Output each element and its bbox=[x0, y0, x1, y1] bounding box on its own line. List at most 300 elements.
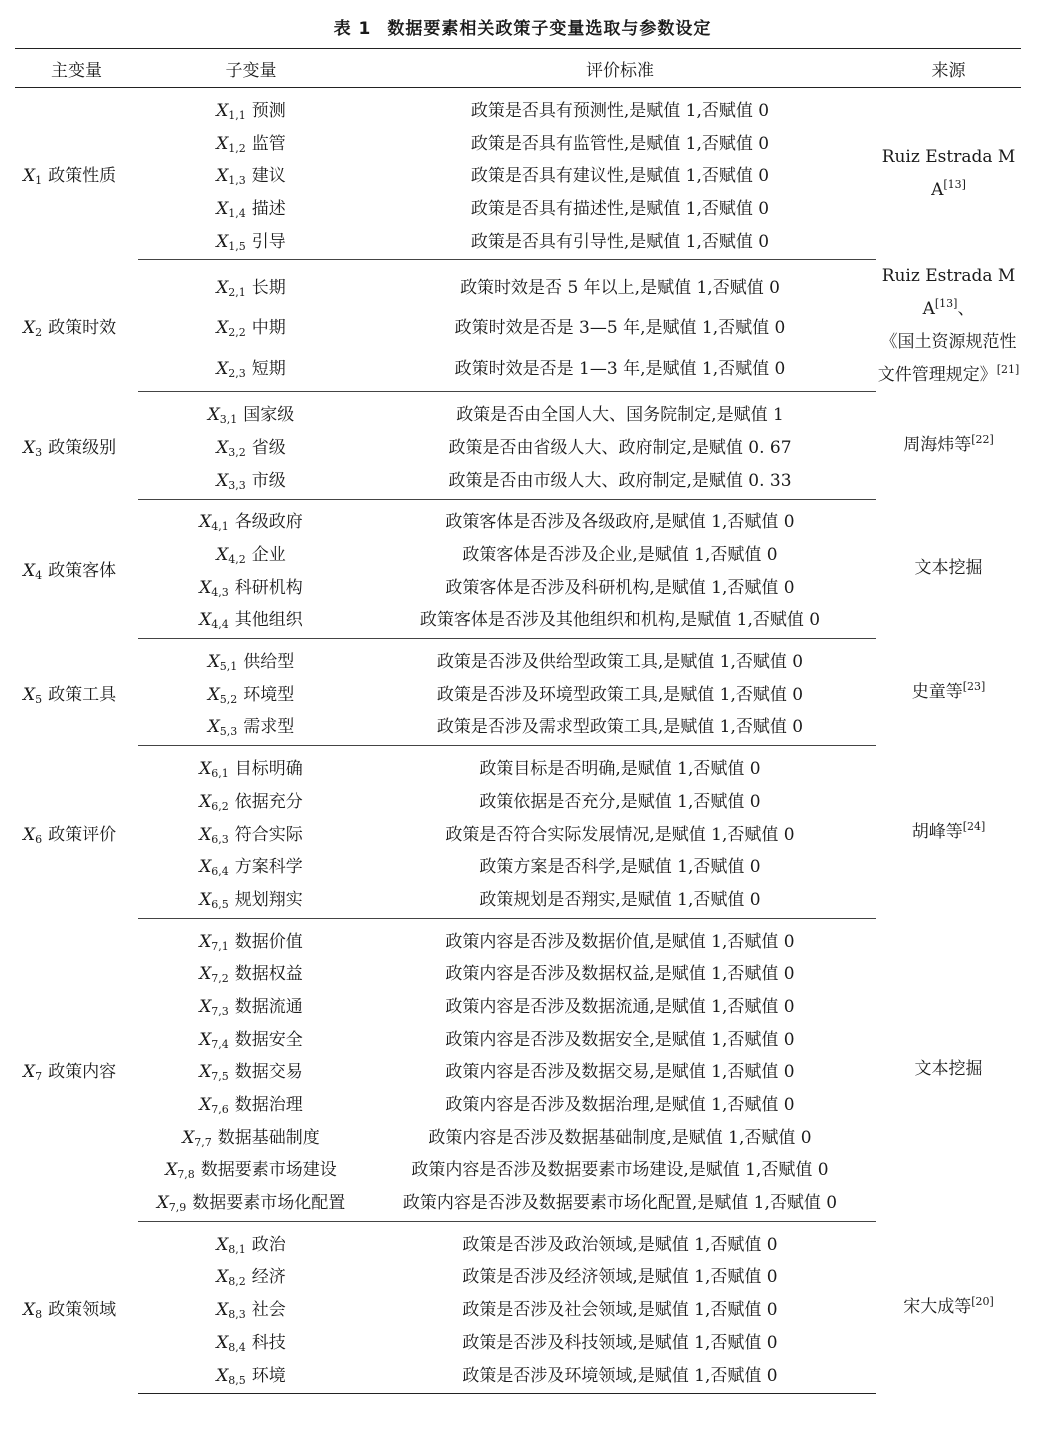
main-variable-cell bbox=[15, 392, 138, 499]
variable-group bbox=[15, 639, 1021, 746]
sub-variable-name: 数据交易 bbox=[234, 1062, 303, 1083]
sub-variable-name: 规划翔实 bbox=[234, 889, 303, 910]
table-row bbox=[15, 125, 1021, 158]
sub-variable-index: 7,1 bbox=[211, 939, 229, 953]
sub-variable-symbol: X bbox=[216, 358, 229, 379]
sub-variable-symbol: X bbox=[216, 198, 229, 219]
sub-variable-name: 长期 bbox=[251, 278, 286, 299]
main-variable-symbol: X bbox=[23, 318, 36, 339]
sub-variable-cell bbox=[138, 92, 364, 125]
main-variable-symbol: X bbox=[23, 437, 36, 458]
table-row bbox=[15, 923, 1021, 956]
sub-variable-index: 1,1 bbox=[228, 108, 246, 122]
sub-variable-cell bbox=[138, 923, 364, 956]
main-variable-name: 政策工具 bbox=[48, 684, 117, 705]
source-line bbox=[876, 816, 1021, 849]
sub-variable-name: 数据基础制度 bbox=[217, 1127, 320, 1148]
criterion-cell: 政策是否具有监管性,是赋值 1,否赋值 0 bbox=[470, 133, 770, 154]
sub-variable-symbol: X bbox=[216, 1365, 229, 1386]
sub-variable-cell bbox=[138, 462, 364, 495]
source-line bbox=[876, 1053, 1021, 1086]
source-text: 宋大成等 bbox=[903, 1297, 972, 1318]
sub-variable-symbol: X bbox=[207, 717, 220, 738]
table-row bbox=[15, 750, 1021, 783]
reference-number: [13] bbox=[943, 177, 966, 191]
sub-variable-symbol: X bbox=[216, 133, 229, 154]
sub-variable-cell bbox=[138, 816, 364, 849]
sub-variable-symbol: X bbox=[216, 318, 229, 339]
criterion-cell: 政策是否具有描述性,是赋值 1,否赋值 0 bbox=[470, 198, 770, 219]
table-row bbox=[15, 223, 1021, 256]
table-row bbox=[15, 396, 1021, 429]
criterion-cell: 政策是否涉及环境型政策工具,是赋值 1,否赋值 0 bbox=[436, 684, 804, 705]
table-row bbox=[15, 816, 1021, 849]
sub-variable-index: 7,7 bbox=[194, 1135, 212, 1149]
main-variable-index: 2 bbox=[35, 326, 43, 340]
table-row bbox=[15, 1324, 1021, 1357]
source-text: 文本挖掘 bbox=[914, 558, 983, 579]
source-line bbox=[876, 676, 1021, 709]
sub-variable-symbol: X bbox=[199, 889, 212, 910]
sub-variable-name: 科研机构 bbox=[234, 577, 303, 598]
sub-variable-cell bbox=[138, 1021, 364, 1054]
sub-variable-index: 4,1 bbox=[211, 520, 229, 534]
sub-variable-name: 监管 bbox=[251, 133, 286, 154]
source-line bbox=[876, 429, 1021, 462]
sub-variable-symbol: X bbox=[199, 824, 212, 845]
sub-variable-cell bbox=[138, 504, 364, 537]
sub-variable-cell bbox=[138, 1259, 364, 1292]
main-variable-symbol: X bbox=[23, 561, 36, 582]
sub-variable-symbol: X bbox=[199, 964, 212, 985]
sub-variable-symbol: X bbox=[216, 100, 229, 121]
sub-variable-cell bbox=[138, 709, 364, 742]
header-row bbox=[15, 49, 1021, 88]
sub-variable-name: 社会 bbox=[251, 1300, 286, 1321]
sub-variable-symbol: X bbox=[207, 652, 220, 673]
table-row bbox=[15, 955, 1021, 988]
criterion-cell: 政策内容是否涉及数据交易,是赋值 1,否赋值 0 bbox=[445, 1062, 795, 1083]
sub-variable-name: 政治 bbox=[251, 1234, 286, 1255]
sub-variable-cell bbox=[138, 1357, 364, 1390]
sub-variable-name: 方案科学 bbox=[234, 857, 303, 878]
sub-variable-cell bbox=[138, 429, 364, 462]
sub-variable-cell bbox=[138, 848, 364, 881]
sub-variable-name: 需求型 bbox=[243, 717, 295, 738]
criterion-cell: 政策是否符合实际发展情况,是赋值 1,否赋值 0 bbox=[445, 824, 795, 845]
main-variable-name: 政策时效 bbox=[48, 318, 117, 339]
main-variable-symbol: X bbox=[23, 1300, 36, 1321]
source-punctuation: 、 bbox=[957, 298, 975, 319]
sub-variable-name: 经济 bbox=[251, 1267, 286, 1288]
reference-number: [22] bbox=[971, 432, 994, 446]
sub-variable-symbol: X bbox=[207, 684, 220, 705]
sub-variable-index: 2,3 bbox=[228, 366, 246, 380]
criterion-cell: 政策内容是否涉及数据治理,是赋值 1,否赋值 0 bbox=[445, 1095, 795, 1116]
header-main-variable: 主变量 bbox=[15, 49, 138, 88]
source-cell bbox=[876, 1221, 1021, 1393]
sub-variable-index: 3,1 bbox=[219, 413, 238, 427]
variable-group bbox=[15, 499, 1021, 639]
sub-variable-symbol: X bbox=[182, 1127, 195, 1148]
sub-variable-index: 1,2 bbox=[228, 141, 246, 155]
sub-variable-index: 2,2 bbox=[228, 326, 246, 340]
table-row bbox=[15, 265, 1021, 305]
sub-variable-symbol: X bbox=[199, 857, 212, 878]
table-row bbox=[15, 306, 1021, 346]
sub-variable-symbol: X bbox=[165, 1160, 178, 1181]
criterion-cell: 政策规划是否翔实,是赋值 1,否赋值 0 bbox=[479, 889, 761, 910]
source-text: 《国土资源规范性 bbox=[880, 331, 1017, 352]
header-criteria: 评价标准 bbox=[364, 49, 876, 88]
sub-variable-name: 数据治理 bbox=[234, 1095, 303, 1116]
sub-variable-cell bbox=[138, 643, 364, 676]
table-row bbox=[15, 709, 1021, 742]
sub-variable-name: 企业 bbox=[251, 545, 286, 566]
sub-variable-index: 7,4 bbox=[211, 1037, 229, 1051]
table-row bbox=[15, 1184, 1021, 1217]
policy-variable-table bbox=[15, 48, 1021, 1394]
main-variable-symbol: X bbox=[23, 684, 36, 705]
variable-group bbox=[15, 1221, 1021, 1393]
sub-variable-cell bbox=[138, 1086, 364, 1119]
sub-variable-index: 7,6 bbox=[211, 1103, 229, 1117]
variable-group bbox=[15, 260, 1021, 392]
sub-variable-symbol: X bbox=[156, 1193, 169, 1214]
source-text: Ruiz Estrada M A bbox=[881, 146, 1016, 200]
table-row bbox=[15, 1259, 1021, 1292]
sub-variable-symbol: X bbox=[199, 759, 212, 780]
criterion-cell: 政策是否涉及环境领域,是赋值 1,否赋值 0 bbox=[462, 1365, 778, 1386]
criterion-cell: 政策依据是否充分,是赋值 1,否赋值 0 bbox=[479, 791, 761, 812]
sub-variable-index: 7,5 bbox=[211, 1070, 229, 1084]
sub-variable-cell bbox=[138, 1324, 364, 1357]
sub-variable-symbol: X bbox=[199, 791, 212, 812]
sub-variable-cell bbox=[138, 750, 364, 783]
header-sub-variable: 子变量 bbox=[138, 49, 364, 88]
sub-variable-index: 6,2 bbox=[211, 799, 229, 813]
main-variable-cell bbox=[15, 918, 138, 1221]
sub-variable-cell bbox=[138, 602, 364, 635]
sub-variable-symbol: X bbox=[199, 610, 212, 631]
sub-variable-cell bbox=[138, 988, 364, 1021]
sub-variable-index: 1,3 bbox=[228, 174, 246, 188]
criterion-cell: 政策是否涉及政治领域,是赋值 1,否赋值 0 bbox=[462, 1234, 778, 1255]
main-variable-cell bbox=[15, 1221, 138, 1393]
sub-variable-cell bbox=[138, 955, 364, 988]
sub-variable-cell bbox=[138, 396, 364, 429]
table-row bbox=[15, 1226, 1021, 1259]
sub-variable-index: 5,1 bbox=[219, 660, 238, 674]
criterion-cell: 政策时效是否是 3—5 年,是赋值 1,否赋值 0 bbox=[454, 318, 786, 339]
main-variable-name: 政策领域 bbox=[48, 1300, 117, 1321]
sub-variable-name: 符合实际 bbox=[234, 824, 303, 845]
main-variable-name: 政策客体 bbox=[48, 561, 117, 582]
criterion-cell: 政策是否涉及经济领域,是赋值 1,否赋值 0 bbox=[462, 1267, 778, 1288]
sub-variable-index: 8,2 bbox=[228, 1275, 246, 1289]
table-row bbox=[15, 783, 1021, 816]
sub-variable-name: 省级 bbox=[251, 437, 286, 458]
table-row bbox=[15, 1291, 1021, 1324]
sub-variable-symbol: X bbox=[216, 1300, 229, 1321]
sub-variable-name: 数据安全 bbox=[234, 1029, 303, 1050]
sub-variable-cell bbox=[138, 536, 364, 569]
table-number: 表 1 bbox=[333, 19, 372, 39]
sub-variable-index: 6,3 bbox=[211, 832, 229, 846]
sub-variable-name: 数据价值 bbox=[234, 931, 303, 952]
main-variable-index: 4 bbox=[35, 569, 43, 583]
sub-variable-index: 7,3 bbox=[211, 1004, 229, 1018]
main-variable-symbol: X bbox=[23, 824, 36, 845]
sub-variable-symbol: X bbox=[216, 1234, 229, 1255]
sub-variable-index: 7,2 bbox=[211, 972, 229, 986]
main-variable-index: 3 bbox=[35, 445, 43, 459]
table-row bbox=[15, 504, 1021, 537]
main-variable-cell bbox=[15, 499, 138, 639]
sub-variable-cell bbox=[138, 783, 364, 816]
sub-variable-name: 各级政府 bbox=[234, 512, 303, 533]
table-row bbox=[15, 602, 1021, 635]
main-variable-name: 政策性质 bbox=[48, 166, 117, 187]
criterion-cell: 政策时效是否是 1—3 年,是赋值 1,否赋值 0 bbox=[454, 358, 786, 379]
sub-variable-index: 7,8 bbox=[177, 1168, 195, 1182]
sub-variable-index: 8,3 bbox=[228, 1308, 246, 1322]
criterion-cell: 政策方案是否科学,是赋值 1,否赋值 0 bbox=[479, 857, 761, 878]
criterion-cell: 政策是否涉及科技领域,是赋值 1,否赋值 0 bbox=[462, 1332, 778, 1353]
main-variable-index: 8 bbox=[35, 1308, 43, 1322]
sub-variable-symbol: X bbox=[216, 545, 229, 566]
criterion-cell: 政策内容是否涉及数据价值,是赋值 1,否赋值 0 bbox=[445, 931, 795, 952]
variable-group bbox=[15, 918, 1021, 1221]
sub-variable-cell bbox=[138, 125, 364, 158]
table-row bbox=[15, 643, 1021, 676]
source-line bbox=[876, 141, 1021, 207]
sub-variable-index: 2,1 bbox=[228, 286, 246, 300]
criterion-cell: 政策是否具有引导性,是赋值 1,否赋值 0 bbox=[470, 231, 770, 252]
table-row bbox=[15, 462, 1021, 495]
table-row bbox=[15, 1021, 1021, 1054]
sub-variable-symbol: X bbox=[216, 437, 229, 458]
main-variable-index: 1 bbox=[35, 174, 43, 188]
table-row bbox=[15, 676, 1021, 709]
reference-number: [13] bbox=[934, 296, 958, 310]
sub-variable-symbol: X bbox=[207, 405, 220, 426]
sub-variable-index: 3,2 bbox=[228, 445, 246, 459]
criterion-cell: 政策客体是否涉及其他组织和机构,是赋值 1,否赋值 0 bbox=[419, 610, 821, 631]
sub-variable-cell bbox=[138, 1054, 364, 1087]
criterion-cell: 政策客体是否涉及企业,是赋值 1,否赋值 0 bbox=[462, 545, 778, 566]
main-variable-symbol: X bbox=[23, 166, 36, 187]
table-caption bbox=[0, 14, 1045, 39]
criterion-cell: 政策是否具有建议性,是赋值 1,否赋值 0 bbox=[470, 166, 770, 187]
source-cell bbox=[876, 918, 1021, 1221]
source-cell bbox=[876, 746, 1021, 918]
source-line bbox=[876, 260, 1021, 326]
sub-variable-name: 建议 bbox=[251, 166, 286, 187]
sub-variable-index: 4,4 bbox=[211, 618, 229, 632]
sub-variable-symbol: X bbox=[216, 1332, 229, 1353]
criterion-cell: 政策是否涉及社会领域,是赋值 1,否赋值 0 bbox=[462, 1300, 778, 1321]
sub-variable-index: 1,5 bbox=[228, 239, 246, 253]
sub-variable-symbol: X bbox=[199, 996, 212, 1017]
sub-variable-symbol: X bbox=[199, 1095, 212, 1116]
sub-variable-symbol: X bbox=[216, 231, 229, 252]
sub-variable-name: 环境 bbox=[251, 1365, 286, 1386]
table-row bbox=[15, 157, 1021, 190]
sub-variable-index: 7,9 bbox=[168, 1201, 187, 1215]
table-row bbox=[15, 536, 1021, 569]
table-row bbox=[15, 988, 1021, 1021]
sub-variable-symbol: X bbox=[216, 1267, 229, 1288]
sub-variable-index: 3,3 bbox=[228, 478, 246, 492]
sub-variable-index: 6,5 bbox=[211, 897, 229, 911]
criterion-cell: 政策内容是否涉及数据基础制度,是赋值 1,否赋值 0 bbox=[428, 1127, 812, 1148]
table-row bbox=[15, 1357, 1021, 1390]
main-variable-index: 6 bbox=[35, 832, 43, 846]
sub-variable-index: 6,1 bbox=[211, 767, 229, 781]
criterion-cell: 政策是否涉及供给型政策工具,是赋值 1,否赋值 0 bbox=[436, 652, 804, 673]
table-row bbox=[15, 1086, 1021, 1119]
main-variable-name: 政策评价 bbox=[48, 824, 117, 845]
table-row bbox=[15, 881, 1021, 914]
table-row bbox=[15, 346, 1021, 386]
table-row bbox=[15, 190, 1021, 223]
sub-variable-cell bbox=[138, 346, 364, 386]
criterion-cell: 政策内容是否涉及数据流通,是赋值 1,否赋值 0 bbox=[445, 996, 795, 1017]
sub-variable-symbol: X bbox=[199, 577, 212, 598]
source-cell bbox=[876, 260, 1021, 392]
sub-variable-symbol: X bbox=[199, 512, 212, 533]
main-variable-index: 5 bbox=[35, 692, 43, 706]
sub-variable-symbol: X bbox=[199, 1029, 212, 1050]
sub-variable-name: 数据要素市场化配置 bbox=[192, 1193, 346, 1214]
sub-variable-index: 8,1 bbox=[228, 1242, 246, 1256]
source-cell bbox=[876, 88, 1021, 260]
sub-variable-name: 数据流通 bbox=[234, 996, 303, 1017]
source-text: Ruiz Estrada M A bbox=[881, 265, 1016, 319]
sub-variable-name: 供给型 bbox=[243, 652, 295, 673]
source-text: 文件管理规定》 bbox=[877, 364, 997, 385]
source-cell bbox=[876, 499, 1021, 639]
table-row bbox=[15, 1152, 1021, 1185]
criterion-cell: 政策是否由省级人大、政府制定,是赋值 0. 67 bbox=[448, 437, 792, 458]
sub-variable-symbol: X bbox=[216, 470, 229, 491]
criterion-cell: 政策内容是否涉及数据安全,是赋值 1,否赋值 0 bbox=[445, 1029, 795, 1050]
sub-variable-cell bbox=[138, 265, 364, 305]
sub-variable-name: 目标明确 bbox=[234, 759, 303, 780]
main-variable-index: 7 bbox=[35, 1070, 43, 1084]
sub-variable-index: 4,2 bbox=[228, 553, 246, 567]
table-row bbox=[15, 92, 1021, 125]
sub-variable-name: 环境型 bbox=[243, 684, 295, 705]
criterion-cell: 政策是否涉及需求型政策工具,是赋值 1,否赋值 0 bbox=[436, 717, 804, 738]
sub-variable-cell bbox=[138, 1226, 364, 1259]
spacer-cell bbox=[364, 1389, 876, 1394]
source-text: 文本挖掘 bbox=[914, 1059, 983, 1080]
sub-variable-cell bbox=[138, 157, 364, 190]
main-variable-cell bbox=[15, 746, 138, 918]
sub-variable-cell bbox=[138, 676, 364, 709]
sub-variable-index: 4,3 bbox=[211, 585, 229, 599]
table-row bbox=[15, 1119, 1021, 1152]
reference-number: [21] bbox=[996, 362, 1020, 376]
sub-variable-cell bbox=[138, 306, 364, 346]
criterion-cell: 政策是否由全国人大、国务院制定,是赋值 1 bbox=[456, 405, 784, 426]
source-cell bbox=[876, 392, 1021, 499]
reference-number: [24] bbox=[962, 819, 986, 833]
table-title: 数据要素相关政策子变量选取与参数设定 bbox=[387, 19, 712, 39]
source-line bbox=[876, 326, 1021, 359]
sub-variable-index: 1,4 bbox=[228, 206, 246, 220]
source-text: 周海炜等 bbox=[903, 434, 972, 455]
sub-variable-name: 其他组织 bbox=[234, 610, 303, 631]
source-cell bbox=[876, 639, 1021, 746]
sub-variable-name: 国家级 bbox=[243, 405, 295, 426]
criterion-cell: 政策客体是否涉及各级政府,是赋值 1,否赋值 0 bbox=[445, 512, 795, 533]
reference-number: [23] bbox=[962, 679, 986, 693]
criterion-cell: 政策是否由市级人大、政府制定,是赋值 0. 33 bbox=[448, 470, 792, 491]
main-variable-symbol: X bbox=[23, 1062, 36, 1083]
table-row bbox=[15, 569, 1021, 602]
sub-variable-name: 科技 bbox=[251, 1332, 286, 1353]
sub-variable-index: 5,2 bbox=[219, 692, 238, 706]
source-line bbox=[876, 359, 1021, 392]
group-spacer bbox=[15, 1389, 1021, 1394]
main-variable-cell bbox=[15, 639, 138, 746]
sub-variable-name: 依据充分 bbox=[234, 791, 303, 812]
variable-group bbox=[15, 392, 1021, 499]
criterion-cell: 政策客体是否涉及科研机构,是赋值 1,否赋值 0 bbox=[445, 577, 795, 598]
sub-variable-cell bbox=[138, 223, 364, 256]
sub-variable-name: 短期 bbox=[251, 358, 286, 379]
main-variable-name: 政策内容 bbox=[48, 1062, 117, 1083]
table-row bbox=[15, 1054, 1021, 1087]
variable-group bbox=[15, 88, 1021, 260]
sub-variable-symbol: X bbox=[199, 1062, 212, 1083]
criterion-cell: 政策内容是否涉及数据权益,是赋值 1,否赋值 0 bbox=[445, 964, 795, 985]
sub-variable-cell bbox=[138, 1152, 364, 1185]
main-variable-cell bbox=[15, 88, 138, 260]
sub-variable-index: 8,5 bbox=[228, 1373, 246, 1387]
sub-variable-symbol: X bbox=[216, 278, 229, 299]
criterion-cell: 政策是否具有预测性,是赋值 1,否赋值 0 bbox=[470, 100, 770, 121]
sub-variable-index: 5,3 bbox=[219, 725, 238, 739]
sub-variable-name: 预测 bbox=[251, 100, 286, 121]
main-variable-name: 政策级别 bbox=[48, 437, 117, 458]
sub-variable-cell bbox=[138, 1119, 364, 1152]
source-text: 史童等 bbox=[911, 681, 963, 702]
criterion-cell: 政策时效是否 5 年以上,是赋值 1,否赋值 0 bbox=[460, 278, 780, 299]
sub-variable-name: 引导 bbox=[251, 231, 286, 252]
sub-variable-name: 描述 bbox=[251, 198, 286, 219]
reference-number: [20] bbox=[971, 1295, 994, 1309]
sub-variable-index: 6,4 bbox=[211, 865, 229, 879]
table-row bbox=[15, 848, 1021, 881]
source-line bbox=[876, 1291, 1021, 1324]
sub-variable-cell bbox=[138, 1184, 364, 1217]
sub-variable-cell bbox=[138, 881, 364, 914]
sub-variable-name: 市级 bbox=[251, 470, 286, 491]
sub-variable-name: 数据权益 bbox=[234, 964, 303, 985]
header-source: 来源 bbox=[876, 49, 1021, 88]
sub-variable-cell bbox=[138, 569, 364, 602]
criterion-cell: 政策内容是否涉及数据要素市场化配置,是赋值 1,否赋值 0 bbox=[402, 1193, 838, 1214]
criterion-cell: 政策目标是否明确,是赋值 1,否赋值 0 bbox=[479, 759, 761, 780]
sub-variable-symbol: X bbox=[199, 931, 212, 952]
sub-variable-name: 数据要素市场建设 bbox=[200, 1160, 337, 1181]
source-line bbox=[876, 552, 1021, 585]
sub-variable-cell bbox=[138, 190, 364, 223]
